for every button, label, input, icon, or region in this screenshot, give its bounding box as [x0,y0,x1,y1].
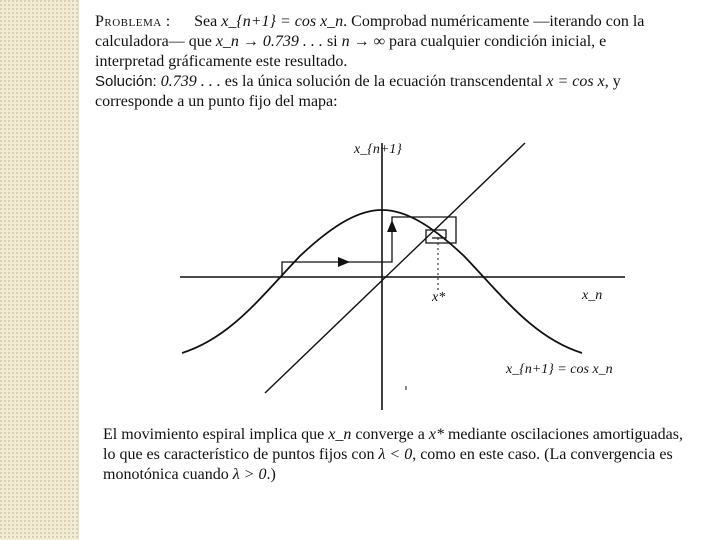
solution-text-1: es la única solución de la ecuación transcendental [224,73,543,90]
conclusion-paragraph [103,425,683,485]
curve-label: x_{n+1} = cos x_n [506,362,613,377]
conclusion-text-2: converge a [355,426,425,443]
conclusion-text-5: .) [266,466,276,483]
document-page [95,12,670,112]
diagonal-line [265,143,525,393]
solution-text-2: , y corresponde a un punto fijo del mapa: [95,73,621,110]
solution-label: Solución: [95,73,157,90]
problem-colon: : [165,13,171,30]
up-arrow [387,220,397,232]
problem-sea: Sea [194,13,218,30]
solution-value: 0.739 . . . [160,73,221,90]
problem-text-3: para cualquier condición inicial, e interpretad gráficamente este resultado. [95,33,607,70]
cobweb-path [282,217,456,277]
y-axis-label: x_{n+1} [354,142,402,157]
conclusion-text-3: mediante oscilaciones amortiguadas, lo que es característico de puntos fijos con [103,426,683,463]
transcendental-equation: x = cos x [546,73,605,90]
problem-text-2: si [326,33,338,50]
conclusion-text-4: , como en este caso. (La convergencia es monotónica cuando [103,446,673,483]
condition-negative: λ < 0 [378,446,413,463]
limit-expression: x_n → 0.739 . . . [215,33,323,50]
condition-positive: λ > 0 [232,466,267,483]
conclusion-xn: x_n [328,426,352,443]
problem-text-1: . Comprobad numéricamente —iterando con la calculadora— que [95,13,645,50]
cobweb-figure [170,138,630,418]
right-arrow [338,257,350,267]
n-limit: n → ∞ [341,33,386,50]
problem-statement [95,12,670,112]
conclusion-text-1: El movimiento espiral implica que [103,426,325,443]
fixed-point-label: x* [432,290,446,305]
problem-heading: Problema [95,13,162,30]
decorative-sidebar [0,0,79,540]
conclusion-xstar: x* [428,426,444,443]
recurrence-formula: x_{n+1} = cos x_n [221,13,344,30]
x-axis-label: x_n [582,288,603,303]
